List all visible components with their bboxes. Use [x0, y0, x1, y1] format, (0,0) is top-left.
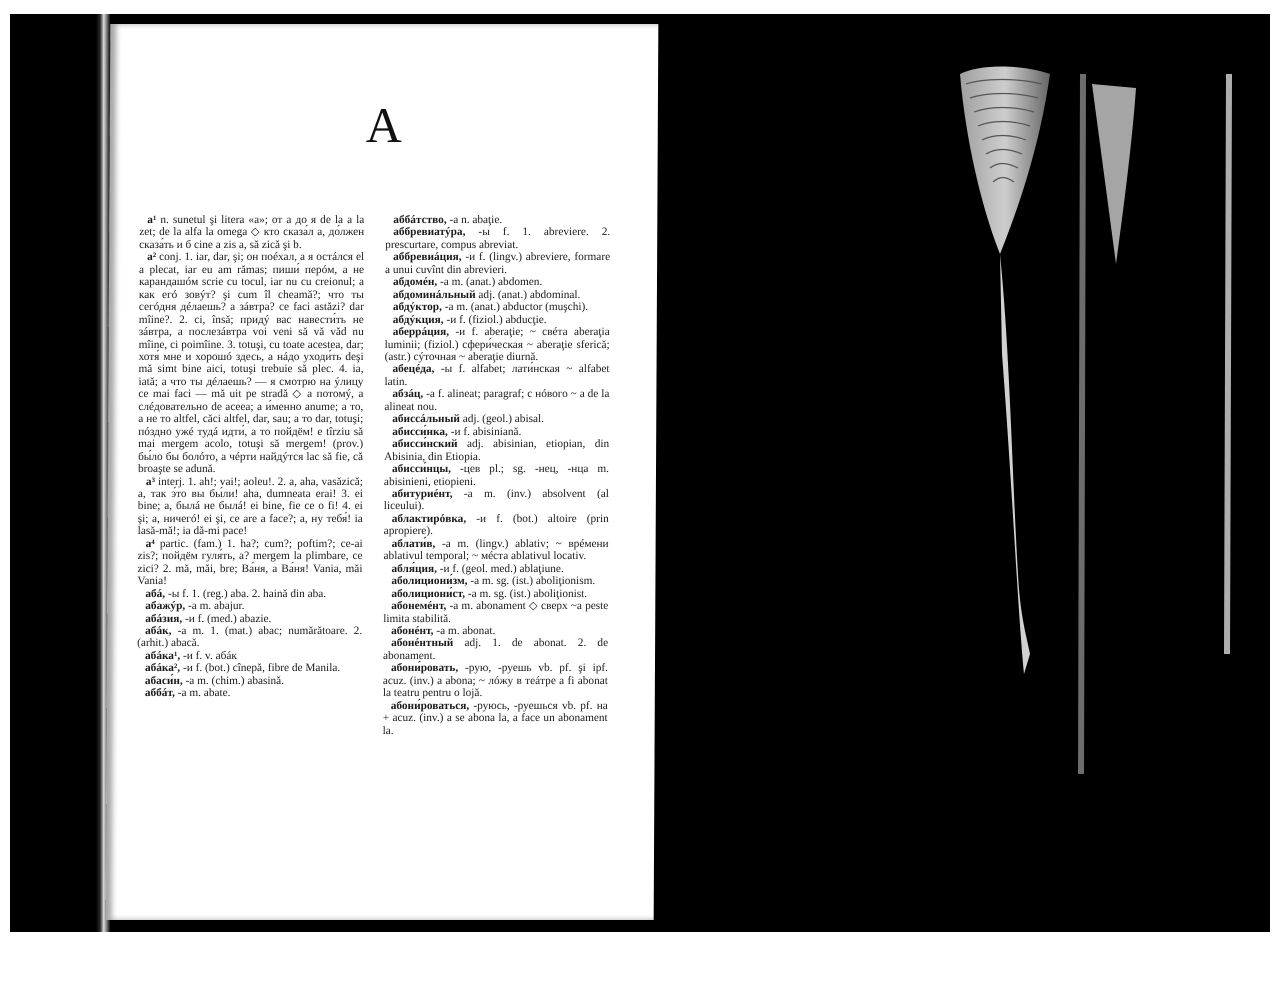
entry-headword: аббревиатýра, [393, 226, 466, 239]
dictionary-entry [385, 326, 610, 363]
dictionary-entry [384, 463, 609, 488]
entry-definition: -а m. (anat.) abdomen. [437, 276, 543, 289]
dictionary-entry [385, 251, 610, 276]
scanned-spread [10, 14, 1270, 932]
dictionary-entry [385, 289, 610, 301]
dictionary-entry [384, 363, 609, 388]
entry-definition: adj. 1. de abonat. 2. de abonament. [383, 637, 609, 662]
dictionary-entry [137, 675, 362, 687]
dark-facing-page-artifact [940, 54, 1240, 914]
entry-definition: -и f. (bot.) altoire (prin apropiere). [383, 512, 609, 538]
dictionary-entry [385, 301, 610, 313]
entry-headword: абисси́нский [392, 438, 458, 451]
entry-headword: абдýктор, [392, 301, 442, 314]
entry-definition: adj. (anat.) abdominal. [475, 288, 581, 301]
entry-definition: -и f. (fiziol.) abducţie. [443, 313, 547, 326]
entry-definition: -а m. sg. (ist.) aboliţionism. [467, 575, 596, 588]
dictionary-entry [384, 438, 609, 463]
entry-headword: а⁴ [145, 537, 155, 550]
secondary-page-highlight [1078, 74, 1136, 774]
entry-definition: -цев pl.; sg. -нец, -нца m. abisinieni, etiopieni. [383, 463, 610, 488]
entry-headword: аббáт, [144, 687, 175, 700]
dictionary-entry [383, 600, 608, 625]
dictionary-entry [384, 426, 609, 438]
entry-definition: -а f. alineat; paragraf; с нóвого ~ а de la alineat nou. [384, 388, 610, 413]
entry-definition: -а m. (lingv.) ablativ; ~ врéмени ablativul temporal; ~ мéста ablativul locativ. [383, 537, 609, 563]
dictionary-entry [137, 613, 362, 625]
entry-definition: n. sunetul şi litera «a»; от а до я de la a la zet; de la alfa la omega ◇ кто сказа́л а, до́лжен сказа́ть и б cine a zis a, să zică şi b. [139, 214, 365, 251]
entry-definition: -ы f. alfabet; лати́нская ~ alfabet latin. [384, 363, 610, 388]
entry-definition: -а m. (inv.) absolvent (al liceului). [383, 487, 609, 513]
dictionary-entry [137, 650, 362, 662]
entry-headword: абля́ция, [391, 562, 437, 575]
dictionary-page [106, 24, 659, 920]
dictionary-entry [384, 413, 609, 425]
entry-headword: абисси́нцы, [391, 463, 452, 476]
entry-definition: partic. (fam.) 1. ha?; cum?; poftim?; ce-ai zis?; пойдём гуля́ть, а? mergem la plimbare, ce zici? 2. mă, măi, bre; Ва́ня, а Ва́ня! Vania, măi Vania! [137, 537, 363, 588]
dictionary-entry [383, 563, 608, 575]
entry-definition: -а m. abate. [174, 687, 231, 700]
entry-headword: абони́ровать, [390, 662, 459, 675]
entry-headword: абецéда, [392, 363, 435, 376]
dictionary-entry [383, 588, 608, 600]
entry-definition: -а m. 1. (mat.) abac; numărătoare. 2. (arhit.) abacă. [137, 624, 363, 650]
entry-definition: -руюсь, -руешься vb. pf. на + acuz. (inv.) a se abona la, a face un abonament la. [382, 699, 608, 737]
entry-definition: -а m. (chim.) abasină. [182, 674, 285, 687]
entry-definition: -а m. sg. (ist.) aboliţionist. [465, 587, 588, 600]
entry-headword: а³ [145, 475, 156, 488]
entry-definition: conj. 1. iar, dar, şi; он поéхал, а я остáлся el a plecat, iar eu am rămas; пиши́ перóм, а не карандашóм scrie cu tocul, iar nu cu creionul; а как егó зовýт? şi cum îl cheamă?; что ты сегóдня дéлаешь? а зáвтра? ce faci astăzi? dar mîine?. 2. ci, însă; придý вас навести́ть не зáвтра, а послезáвтра voi veni să vă văd nu mîine, ci poimîine. 3. totuşi, cu toate acestea, dar; хотя́ мне и хорошó здесь, а нáдо уходи́ть deşi mă simt bine aici, totuşi trebuie să plec. 4. ia, iată; а что ты дéлаешь? — я смотрю на ýлицу ce mai faci — mă uit pe stradă ◇ а потомý, а слéдовательно de aceea; а и́менно anume; а то, а не то altfel, căci altfel, dar, sau; а то dar, totuşi; пóздно ужé тудá идти́, а то пойдём! e tîrziu să mai mergem acolo, totuşi să mergem! (prov.) бы́ло бы болóто, а чéрти найдýтся lac să fie, că broaşte se adună. [137, 251, 365, 476]
dictionary-entry [384, 538, 609, 563]
entry-headword: абáзия, [145, 612, 183, 625]
entry-definition: -а n. abaţie. [446, 214, 503, 226]
entry-definition: -ы f. 1. abreviere. 2. prescurtare, compus abreviat. [385, 226, 611, 251]
entry-headword: абá, [145, 587, 166, 600]
dictionary-entry [384, 488, 609, 513]
right-column [383, 214, 611, 737]
entry-headword: абонемéнт, [391, 600, 447, 613]
entry-headword: абаси́н, [144, 674, 183, 687]
entry-headword: аббáтство, [393, 214, 447, 226]
entry-headword: а¹ [147, 214, 157, 226]
entry-headword: абисси́нка, [392, 425, 448, 438]
dictionary-entry [385, 214, 610, 226]
entry-headword: абонéнтный [391, 637, 454, 650]
curled-page-highlight [960, 67, 1050, 675]
dictionary-entry [383, 575, 608, 587]
dictionary-entry [137, 588, 362, 600]
entry-headword: аблактирóвка, [391, 512, 467, 525]
dictionary-entry [383, 700, 608, 737]
entry-definition: -и f. (med.) abazie. [182, 612, 272, 625]
entry-headword: абдýкция, [392, 313, 444, 326]
entry-definition: -а m. (anat.) abductor (muşchi). [441, 301, 589, 314]
dictionary-entry [383, 637, 608, 662]
entry-headword: аббревиáция, [393, 251, 462, 264]
entry-definition: -и f. v. абáк [180, 649, 237, 662]
entry-definition: -и f. abisiniană. [447, 425, 522, 438]
dictionary-entry [138, 476, 363, 538]
entry-definition: -и f. aberaţie; ~ свéта aberaţia luminii; (fiziol.) сфери́ческая ~ aberaţie sferică; (astr.) сýточная ~ aberaţie diurnă. [384, 326, 610, 363]
entry-headword: аблати́в, [391, 537, 436, 550]
entry-definition: -и f. (geol. med.) ablaţiune. [436, 562, 564, 575]
entry-definition: -рую, -руешь vb. pf. şi ipf. acuz. (inv.) a abona; ~ лóжу в теáтре a fi abonat la teatru pentru o lojă. [382, 662, 609, 700]
entry-definition: -и f. (lingv.) abreviere, formare a unui cuvînt din abrevieri. [385, 251, 611, 276]
entry-definition: -а m. abonament ◇ сверх ~а peste limita stabilită. [383, 600, 609, 625]
entry-headword: абáк, [145, 624, 172, 637]
entry-headword: а² [147, 251, 157, 264]
dictionary-entry [383, 625, 608, 637]
entry-headword: аберрáция, [392, 326, 450, 339]
entry-headword: абáка¹, [145, 649, 181, 662]
entry-headword: аболициони́зм, [391, 575, 468, 588]
dictionary-entry [383, 662, 608, 699]
dictionary-entry [384, 513, 609, 538]
dictionary-entry [385, 276, 610, 288]
left-column [137, 214, 365, 700]
dictionary-entry [138, 251, 364, 475]
entry-headword: абажýр, [145, 600, 186, 613]
dictionary-entry [385, 314, 610, 326]
entry-definition: adj. (geol.) abisal. [459, 413, 545, 426]
entry-definition: -а m. abajur. [185, 600, 245, 613]
entry-headword: аболициони́ст, [391, 587, 466, 600]
dictionary-entry [137, 600, 362, 612]
entry-headword: абдомéн, [392, 276, 438, 289]
dictionary-entry [137, 538, 362, 588]
entry-definition: interj. 1. ah!; vai!; aoleu!. 2. a, aha, vasăzică; а, так э́то вы бы́ли! aha, dumneata erai! 3. ei bine; а, былá не былá! ei bine, fie ce o fi! 4. ei şi; а, ничегó! ei şi, ce are a face?; а, ну тебя́! ia lasă-mă!; ia dă-mi pace! [137, 475, 363, 538]
entry-headword: абитуриéнт, [391, 487, 453, 500]
edge-highlight [1224, 74, 1232, 654]
entry-headword: абиссáльный [392, 413, 460, 426]
dictionary-entry [384, 388, 609, 413]
dictionary-entry [137, 687, 362, 699]
entry-headword: абдоминáльный [392, 288, 476, 301]
entry-definition: -ы f. 1. (reg.) aba. 2. haină din aba. [165, 587, 327, 600]
entry-definition: -а m. abonat. [433, 624, 496, 637]
entry-definition: -и f. (bot.) cînepă, fibre de Manila. [180, 662, 341, 675]
entry-headword: абзáц, [392, 388, 424, 401]
dictionary-entry [137, 625, 362, 650]
dictionary-entry [385, 226, 610, 251]
entry-headword: абони́роваться, [390, 699, 470, 712]
entry-headword: абонéнт, [391, 624, 434, 637]
section-letter-heading: A [365, 97, 403, 153]
dictionary-entry [137, 662, 362, 674]
entry-definition: adj. abisinian, etiopian, din Abisinia, din Etiopia. [384, 438, 610, 463]
dictionary-entry [139, 214, 364, 251]
entry-headword: абáка², [144, 662, 181, 675]
